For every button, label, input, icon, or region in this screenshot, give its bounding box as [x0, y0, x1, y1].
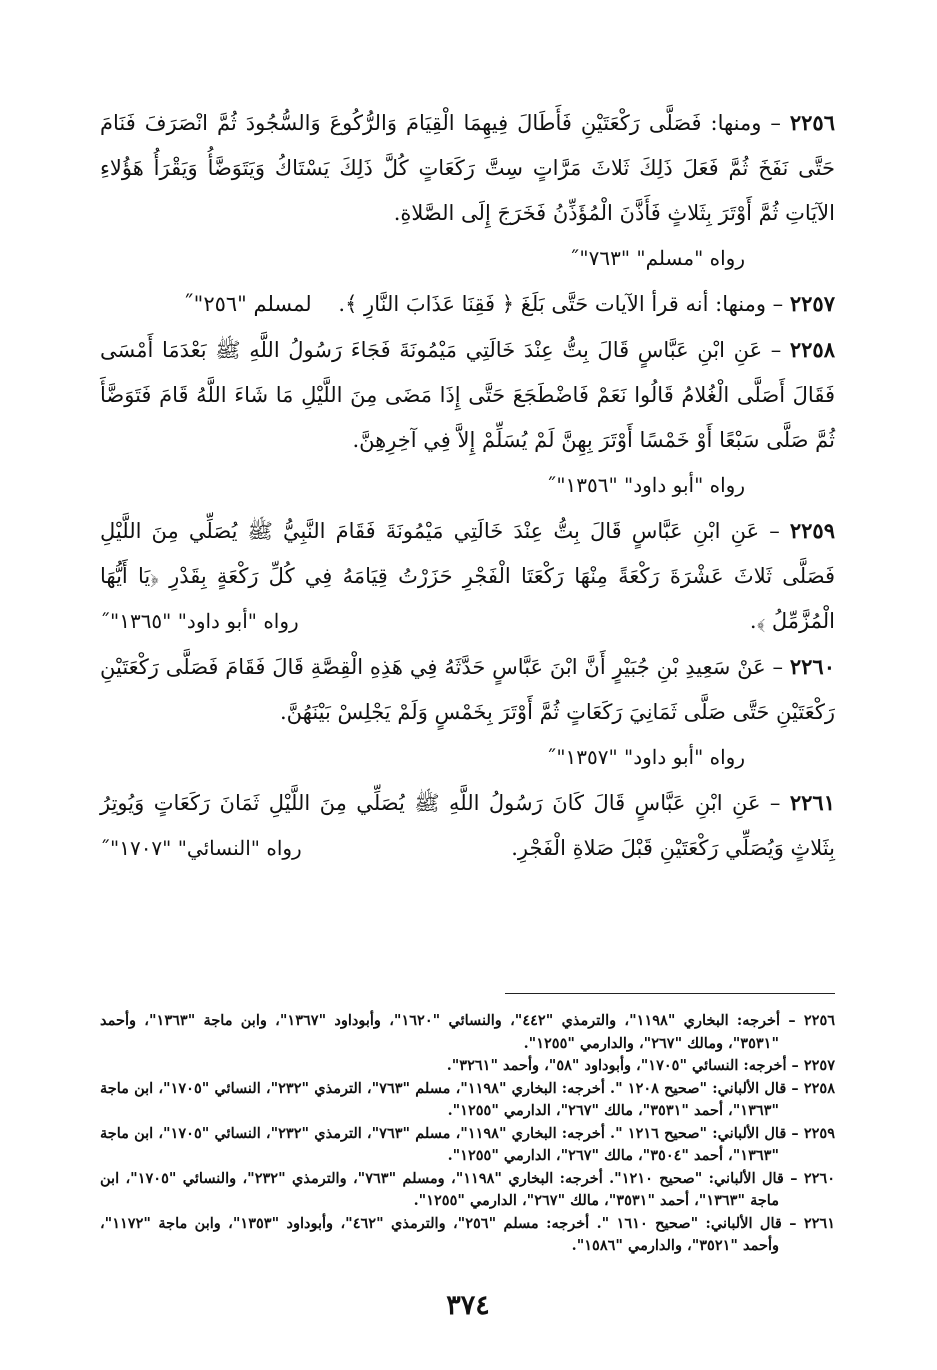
footnote-2261: ٢٢٦١ – قال الألباني: "صحيح ١٦١٠ ". أخرجه: مسلم "٢٥٦"، والترمذي "٤٦٢"، وأبوداود "١٣٥٣"، وابن ماجة "١١٧٢"، وأحمد "٣٥٢١"، والدارمي "١٥٨٦". [100, 1214, 836, 1254]
hadith-text: – عَنْ سَعِيدِ بْنِ جُبَيْرٍ أَنَّ ابْنَ عَبَّاسٍ حَدَّثَهُ فِي هَذِهِ الْقِصَّةِ قَالَ فَقَامَ فَصَلَّى رَكْعَتَيْنِ رَكْعَتَيْنِ حَتَّى صَلَّى ثَمَانِيَ رَكَعَاتٍ ثُمَّ أَوْتَرَ بِخَمْسٍ وَلَمْ يَجْلِسْ بَيْنَهُنَّ. [100, 655, 835, 724]
hadith-text: – عَنِ ابْنِ عَبَّاسٍ قَالَ بِتُّ عِنْدَ خَالَتِي مَيْمُونَةَ فَقَامَ النَّبِيُّ ﷺ يُصَلِّي مِنَ اللَّيْلِ فَصَلَّى ثَلاثَ عَشْرَةَ رَكْعَةً مِنْهَا رَكْعَتَا الْفَجْرِ حَزَرْتُ قِيَامَهُ فِي كُلِّ رَكْعَةٍ بِقَدْرِ ﴿يَا أَيُّهَا الْمُزَّمِّلُ ﴾. [100, 519, 835, 633]
footnotes [100, 1010, 835, 1258]
main-text [100, 100, 835, 871]
hadith-2256 [100, 100, 835, 236]
hadith-2257 [100, 281, 835, 327]
hadith-source: رواه "أبو داود" "١٣٥٦"˝ [546, 473, 745, 497]
hadith-source: رواه "مسلم" "٧٦٣"˝ [569, 246, 745, 270]
hadith-number: ٢٢٦١ [789, 790, 835, 815]
hadith-2259 [100, 508, 835, 644]
footnote-2260: ٢٢٦٠ – قال الألباني: "صحيح ١٢١٠". أخرجه: البخاري "١١٩٨"، ومسلم "٧٦٣"، والترمذي "٢٣٢"، والنسائي "١٧٠٥"، ابن ماجة "١٣٦٣"، أحمد "٣٥٣١"، مالك "٢٦٧"، الدارمي "١٢٥٥". [100, 1169, 836, 1209]
hadith-source: رواه "النسائي" "١٧٠٧"˝ [100, 836, 302, 860]
footnote-2259: ٢٢٥٩ – قال الألباني: "صحيح ١٢١٦ ". أخرجه: البخاري "١١٩٨"، مسلم "٧٦٣"، الترمذي "٢٣٢"، النسائي "١٧٠٥"، ابن ماجة "١٣٦٣"، أحمد "٣٥٠٤"، مالك "٢٦٧"، الدارمي "١٢٥٥". [100, 1124, 835, 1164]
hadith-source: رواه "أبو داود" "١٣٥٧"˝ [546, 745, 745, 769]
hadith-text: – عَنِ ابْنِ عَبَّاسٍ قَالَ بِتُّ عِنْدَ خَالَتِي مَيْمُونَةَ فَجَاءَ رَسُولُ اللَّهِ ﷺ بَعْدَمَا أَمْسَى فَقَالَ أَصَلَّى الْغُلامُ قَالُوا نَعَمْ فَاضْطَجَعَ حَتَّى إِذَا مَضَى مِنَ اللَّيْلِ مَا شَاءَ اللَّهُ قَامَ فَتَوَضَّأَ ثُمَّ صَلَّى سَبْعًا أَوْ خَمْسًا أَوْتَرَ بِهِنَّ لَمْ يُسَلِّمْ إِلاَّ فِي آخِرِهِنَّ. [100, 338, 835, 452]
hadith-number: ٢٢٥٨ [789, 337, 835, 362]
hadith-source: رواه "أبو داود" "١٣٦٥"˝ [100, 609, 299, 633]
hadith-number: ٢٢٦٠ [789, 654, 835, 679]
footnote-2256: ٢٢٥٦ – أخرجه: البخاري "١١٩٨"، والترمذي "٤٤٢"، والنسائي "١٦٢٠"، وأبوداود "١٣٦٧"، وابن ماجة "١٣٦٣"، وأحمد "٣٥٣١"، ومالك "٢٦٧"، والدارمي "١٢٥٥". [100, 1012, 836, 1052]
hadith-number: ٢٢٥٧ [789, 291, 835, 316]
hadith-text: – عَنِ ابْنِ عَبَّاسٍ قَالَ كَانَ رَسُولُ اللَّهِ ﷺ يُصَلِّي مِنَ اللَّيْلِ ثَمَانَ رَكَعَاتٍ وَيُوتِرُ بِثَلاثٍ وَيُصَلِّي رَكْعَتَيْنِ قَبْلَ صَلاةِ الْفَجْرِ. [100, 791, 835, 860]
hadith-text: – ومنها: فَصَلَّى رَكْعَتَيْنِ فَأَطَالَ فِيهِمَا الْقِيَامَ وَالرُّكُوعَ وَالسُّجُودَ ثُمَّ انْصَرَفَ فَنَامَ حَتَّى نَفَخَ ثُمَّ فَعَلَ ذَلِكَ ثَلاثَ مَرَّاتٍ سِتَّ رَكَعَاتٍ كُلَّ ذَلِكَ يَسْتَاكُ وَيَتَوَضَّأُ وَيَقْرَأُ هَؤُلاءِ الآيَاتِ ثُمَّ أَوْتَرَ بِثَلاثٍ فَأَذَّنَ الْمُؤَذِّنُ فَخَرَجَ إِلَى الصَّلاةِ. [100, 111, 835, 225]
footnote-2258: ٢٢٥٨ – قال الألباني: "صحيح ١٢٠٨ ". أخرجه: البخاري "١١٩٨"، مسلم "٧٦٣"، الترمذي "٢٣٢"، النسائي "١٧٠٥"، ابن ماجة "١٣٦٣"، أحمد "٣٥٣١"، مالك "٢٦٧"، الدارمي "١٢٥٥". [100, 1079, 835, 1119]
page-number: ٣٧٤ [446, 1290, 490, 1321]
hadith-number: ٢٢٥٩ [789, 518, 835, 543]
hadith-number: ٢٢٥٦ [789, 110, 835, 135]
footnote-2257: ٢٢٥٧ – أخرجه: النسائي "١٧٠٥"، وأبوداود "٥٨"، وأحمد "٣٢٦١". [446, 1057, 835, 1074]
footnote-separator [505, 993, 835, 994]
hadith-2258 [100, 327, 835, 463]
hadith-2261 [100, 780, 835, 871]
hadith-source: لمسلم "٢٥٦"˝ [183, 292, 312, 316]
hadith-text: – ومنها: أنه قرأ الآيات حَتَّى بَلَغَ ﴿ فَقِنَا عَذَابَ النَّارِ ﴾. [338, 292, 784, 316]
hadith-2260 [100, 644, 835, 735]
